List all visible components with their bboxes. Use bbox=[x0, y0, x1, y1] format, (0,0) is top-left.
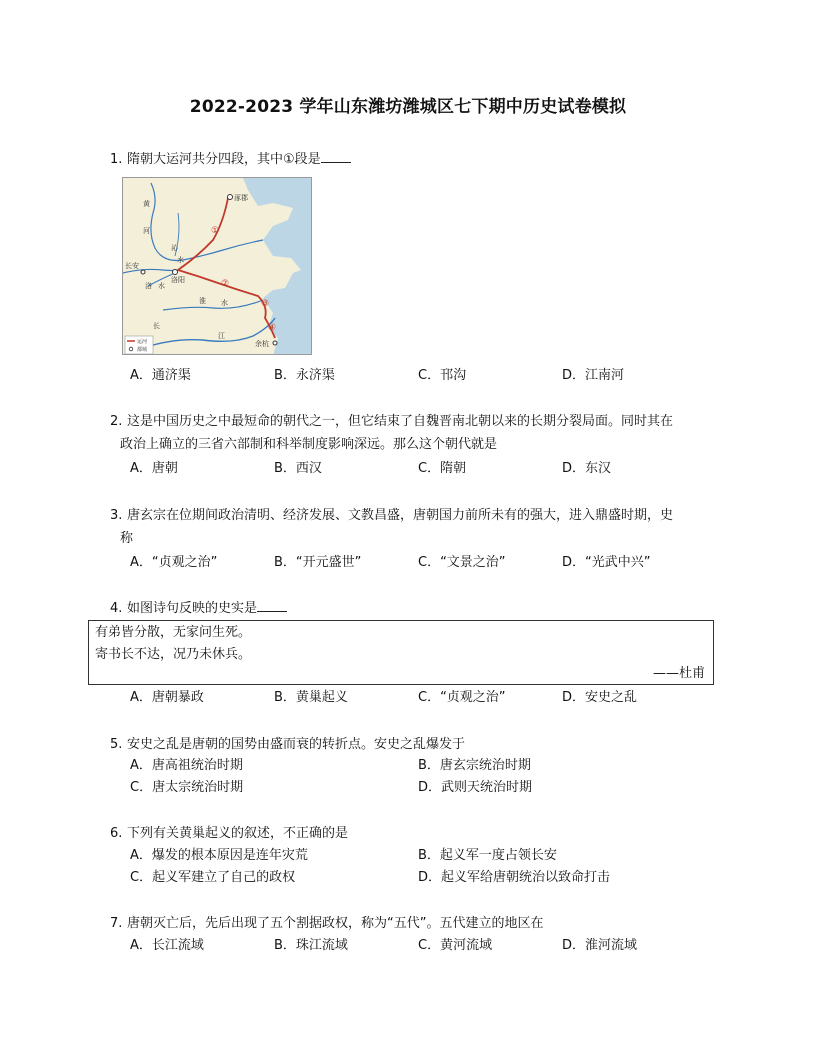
option-c[interactable]: C．“贞观之治” bbox=[418, 690, 506, 705]
poem-box bbox=[88, 620, 714, 685]
label-shui1: 水 bbox=[177, 256, 184, 264]
map-svg bbox=[123, 178, 312, 355]
huai-river bbox=[163, 300, 263, 310]
label-qin: 沁 bbox=[171, 244, 178, 252]
sea-area bbox=[243, 178, 312, 355]
option-a[interactable]: A．唐朝 bbox=[130, 461, 178, 476]
legend-capital-label: 都城 bbox=[137, 347, 148, 353]
option-d[interactable]: D．安史之乱 bbox=[562, 690, 638, 705]
grand-canal bbox=[178, 198, 275, 338]
city-zhuojun bbox=[228, 195, 233, 200]
label-luo: 洛 bbox=[145, 282, 152, 290]
option-b[interactable]: B．“开元盛世” bbox=[274, 555, 362, 570]
label-jiang: 江 bbox=[218, 332, 225, 340]
option-d[interactable]: D．东汉 bbox=[562, 461, 612, 476]
option-d[interactable]: D．“光武中兴” bbox=[562, 555, 651, 570]
option-c[interactable]: C．黄河流域 bbox=[418, 938, 493, 953]
option-b[interactable]: B．永济渠 bbox=[274, 368, 335, 383]
label-zhuojun: 涿郡 bbox=[234, 194, 248, 202]
option-a[interactable]: A．唐朝暴政 bbox=[130, 690, 204, 705]
option-c[interactable]: C．邗沟 bbox=[418, 368, 467, 383]
option-b[interactable]: B．黄巢起义 bbox=[274, 690, 348, 705]
option-b[interactable]: B．西汉 bbox=[274, 461, 322, 476]
question-3-stem: 3. 唐玄宗在位期间政治清明、经济发展、文教昌盛，唐朝国力前所未有的强大，进入鼎盛时期，史 称 bbox=[110, 508, 674, 546]
label-luoyang: 洛阳 bbox=[171, 276, 185, 284]
option-b[interactable]: B．起义军一度占领长安 bbox=[418, 848, 557, 863]
option-d[interactable]: D．起义军给唐朝统治以致命打击 bbox=[418, 870, 611, 885]
label-yuhang: 余杭 bbox=[255, 340, 269, 348]
poem-author: ——杜甫 bbox=[652, 666, 705, 681]
label-segment-2: ② bbox=[221, 279, 230, 289]
legend-capital-icon bbox=[129, 347, 133, 351]
question-7-stem: 7. 唐朝灭亡后，先后出现了五个割据政权，称为“五代”。五代建立的地区在 bbox=[110, 916, 544, 931]
label-shui2: 水 bbox=[158, 282, 165, 290]
label-shui3: 水 bbox=[221, 299, 228, 307]
option-a[interactable]: A．爆发的根本原因是连年灾荒 bbox=[130, 848, 308, 863]
city-luoyang bbox=[173, 270, 178, 275]
question-1-stem: 1. 隋朝大运河共分四段，其中①段是 bbox=[110, 148, 725, 171]
option-a[interactable]: A．通济渠 bbox=[130, 368, 191, 383]
option-c[interactable]: C．“文景之治” bbox=[418, 555, 506, 570]
label-changan: 长安 bbox=[125, 262, 139, 270]
answer-blank bbox=[257, 599, 287, 612]
label-segment-4: ④ bbox=[268, 323, 277, 333]
option-c[interactable]: C．隋朝 bbox=[418, 461, 467, 476]
question-4-stem: 4. 如图诗句反映的史实是 bbox=[110, 597, 725, 620]
option-c[interactable]: C．起义军建立了自己的政权 bbox=[130, 870, 296, 885]
poem-line-2: 寄书长不达，况乃未休兵。 bbox=[95, 647, 252, 662]
question-6-stem: 6. 下列有关黄巢起义的叙述，不正确的是 bbox=[110, 826, 349, 841]
city-yuhang bbox=[273, 341, 277, 345]
question-2-stem: 2. 这是中国历史之中最短命的朝代之一，但它结束了自魏晋南北朝以来的长期分裂局面。同时其在 政治上确立的三省六部制和科举制度影响深远。那么这个朝代就是 bbox=[110, 414, 674, 452]
label-huang: 黄 bbox=[143, 200, 150, 208]
label-he: 河 bbox=[143, 227, 150, 235]
grand-canal-map bbox=[122, 177, 312, 355]
option-d[interactable]: D．淮河流域 bbox=[562, 938, 638, 953]
label-huai: 淮 bbox=[199, 297, 206, 305]
option-d[interactable]: D．江南河 bbox=[562, 368, 625, 383]
legend-canal-label: 运河 bbox=[137, 339, 148, 345]
option-c[interactable]: C．唐太宗统治时期 bbox=[130, 780, 244, 795]
option-a[interactable]: A．“贞观之治” bbox=[130, 555, 218, 570]
label-segment-1: ① bbox=[211, 226, 220, 236]
option-b[interactable]: B．珠江流域 bbox=[274, 938, 348, 953]
city-changan bbox=[141, 270, 145, 274]
page-title: 2022-2023 学年山东潍坊潍城区七下期中历史试卷模拟 bbox=[189, 97, 627, 117]
poem-line-1: 有弟皆分散，无家问生死。 bbox=[95, 625, 252, 640]
label-chang: 长 bbox=[153, 322, 160, 330]
option-b[interactable]: B．唐玄宗统治时期 bbox=[418, 758, 531, 773]
option-d[interactable]: D．武则天统治时期 bbox=[418, 780, 533, 795]
label-segment-3: ③ bbox=[261, 299, 270, 309]
question-5-stem: 5. 安史之乱是唐朝的国势由盛而衰的转折点。安史之乱爆发于 bbox=[110, 737, 466, 752]
answer-blank bbox=[321, 150, 351, 163]
option-a[interactable]: A．唐高祖统治时期 bbox=[130, 758, 243, 773]
option-a[interactable]: A．长江流域 bbox=[130, 938, 204, 953]
